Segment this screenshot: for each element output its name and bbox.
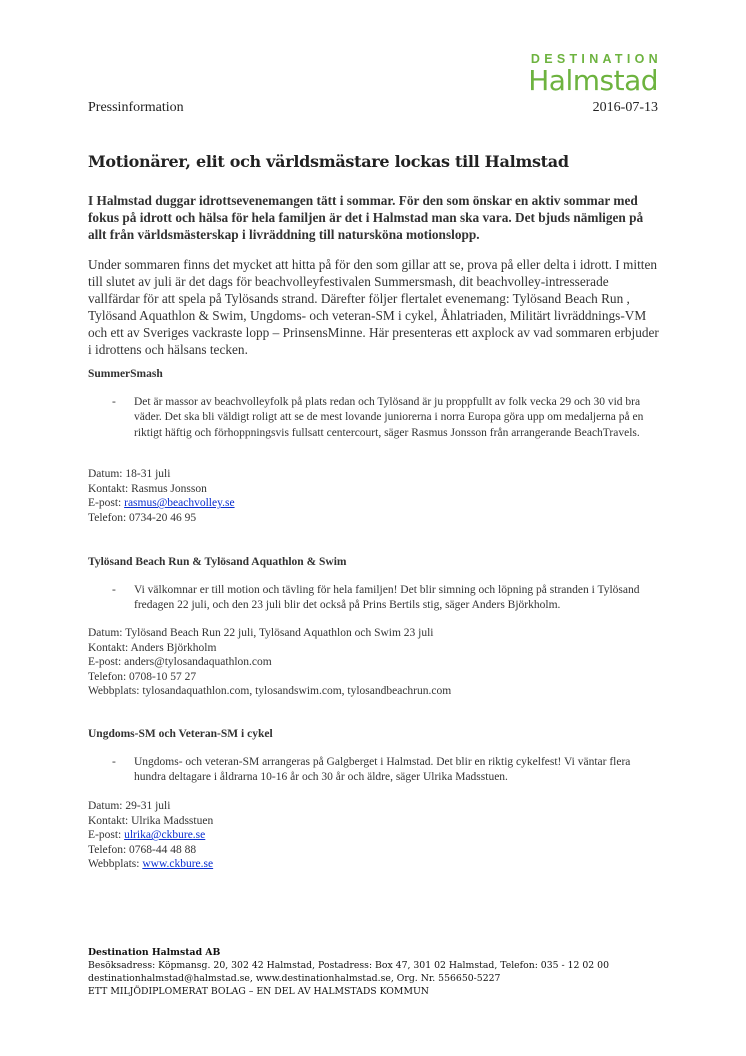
contact-details-cykel — [88, 799, 213, 872]
bullet-dash: - — [112, 756, 116, 768]
footer-contact: destinationhalmstad@halmstad.se, www.destinationhalmstad.se, Org. Nr. 556650-5227 — [88, 973, 501, 984]
telefon: Telefon: 0708-10 57 27 — [88, 670, 197, 683]
telefon: Telefon: 0734-20 46 95 — [88, 511, 197, 524]
epost-label: E-post: — [88, 497, 125, 510]
footer — [88, 946, 609, 998]
logo-top-text: DESTINATION — [530, 52, 662, 66]
footer-address: Besöksadress: Köpmansg. 20, 302 42 Halmstad, Postadress: Box 47, 301 02 Halmstad, Telefon: 035 - 12 02 00 — [88, 960, 609, 971]
section-heading-tylosand: Tylösand Beach Run & Tylösand Aquathlon & Swim — [88, 556, 347, 568]
bullet-dash: - — [112, 396, 116, 408]
email-link[interactable]: ulrika@ckbure.se — [124, 829, 206, 842]
datum: Datum: 29-31 juli — [88, 800, 171, 812]
webb-label: Webbplats: — [88, 858, 143, 871]
lead-paragraph: I Halmstad duggar idrottsevenemangen tätt i sommar. För den som önskar en aktiv sommar med fokus på idrott och hälsa för hela familjen är det i Halmstad man ska vara. Det bjuds nämligen på allt från världsmästerskap i livräddning till natursköna motionslopp. — [88, 193, 644, 242]
document-date: 2016-07-13 — [592, 100, 658, 115]
bullet-dash: - — [112, 584, 116, 596]
page-title: Motionärer, elit och världsmästare lockas till Halmstad — [88, 152, 569, 171]
telefon: Telefon: 0768-44 48 88 — [88, 843, 197, 856]
epost-line — [88, 828, 213, 843]
quote-text: Det är massor av beachvolleyfolk på plats redan och Tylösand är ju proppfullt av folk vecka 29 och 30 vid bra väder. Det ska bli väldigt roligt att se de mest lovande juniorerna i norra Europa göra upp om medaljerna på en riktigt häftig och förhoppningsvis fullsatt centercourt, säger Rasmus Jonsson från arrangerande BeachTravels. — [134, 396, 644, 439]
kontakt: Kontakt: Rasmus Jonsson — [88, 482, 207, 495]
footer-tagline: ETT MILJÖDIPLOMERAT BOLAG – EN DEL AV HALMSTADS KOMMUN — [88, 986, 429, 997]
logo-main-text: Halmstad — [528, 64, 658, 97]
email-link[interactable]: rasmus@beachvolley.se — [124, 497, 235, 510]
webbplats: Webbplats: tylosandaquathlon.com, tylosandswim.com, tylosandbeachrun.com — [88, 685, 452, 698]
intro-paragraph: Under sommaren finns det mycket att hitta på för den som gillar att se, prova på eller delta i idrott. I mitten till slutet av juli är det dags för beachvolleyfestivalen Summersmash, dit beachvolley-intresserade vallfärdar för att spela på Tylösands strand. Därefter följer flertalet evenemang: Tylösand Beach Run , Tylösand Aquathlon & Swim, Ungdoms- och veteran-SM i cykel, Åhlatriaden, Militärt livräddnings-VM och ett av Sveriges vackraste lopp – PrinsensMinne. Här presenteras ett axplock av vad sommaren erbjuder i idrottens och hälsans tecken. — [88, 257, 659, 357]
footer-company: Destination Halmstad AB — [88, 947, 221, 958]
website-link[interactable]: www.ckbure.se — [142, 858, 214, 871]
quote-tylosand — [112, 583, 662, 614]
destination-halmstad-logo — [478, 52, 662, 97]
epost-label: E-post: — [88, 829, 125, 842]
contact-details-summersmash — [88, 467, 235, 525]
quote-text: Ungdoms- och veteran-SM arrangeras på Galgberget i Halmstad. Det blir en riktig cykelfest! Vi väntar flera hundra deltagare i åldrarna 10-16 år och 30 år och äldre, säger Ulrika Madsstuen. — [134, 756, 631, 784]
datum: Datum: Tylösand Beach Run 22 juli, Tylösand Aquathlon och Swim 23 juli — [88, 627, 434, 639]
quote-cykel — [112, 755, 662, 786]
quote-text: Vi välkomnar er till motion och tävling för hela familjen! Det blir simning och löpning på stranden i Tylösand fredagen 22 juli, och den 23 juli blir det också på Prins Bertils stig, säger Anders Björkholm. — [134, 584, 640, 612]
kontakt: Kontakt: Ulrika Madsstuen — [88, 814, 214, 827]
contact-details-tylosand — [88, 626, 451, 699]
document-type-label: Pressinformation — [88, 100, 184, 115]
quote-summersmash — [112, 395, 662, 441]
epost: E-post: anders@tylosandaquathlon.com — [88, 656, 272, 669]
webbplats-line — [88, 857, 213, 872]
section-heading-cykel: Ungdoms-SM och Veteran-SM i cykel — [88, 728, 273, 740]
epost-line — [88, 496, 235, 511]
datum: Datum: 18-31 juli — [88, 468, 171, 480]
kontakt: Kontakt: Anders Björkholm — [88, 641, 217, 654]
section-heading-summersmash: SummerSmash — [88, 368, 163, 380]
